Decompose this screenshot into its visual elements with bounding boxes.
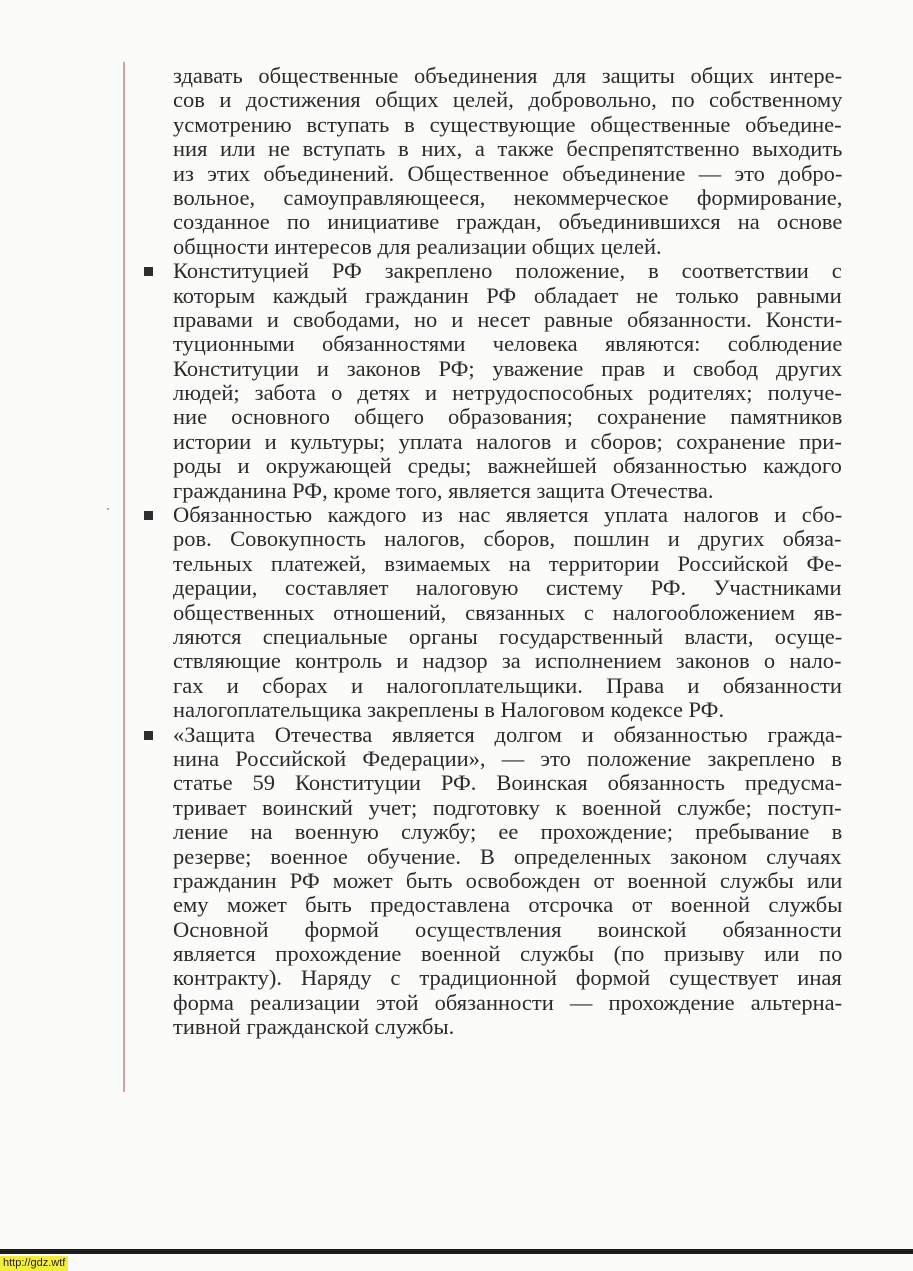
line-text: туционными обязанностями человека являются: соблюдение bbox=[173, 331, 843, 357]
text-line bbox=[142, 918, 842, 942]
text-line bbox=[142, 308, 842, 332]
text-line bbox=[142, 625, 842, 649]
line-text: ление на военную службу; ее прохождение; пребывание в bbox=[173, 819, 843, 845]
line-text: «Защита Отечества является долгом и обязанностью гражда- bbox=[173, 721, 843, 747]
line-text: резерве; военное обучение. В определенных законом случаях bbox=[173, 843, 842, 869]
text-line bbox=[142, 454, 842, 478]
line-text: форма реализации этой обязанности — прохождение альтерна- bbox=[173, 989, 843, 1015]
text-line bbox=[142, 88, 842, 112]
line-text: из этих объединений. Общественное объединение — это добро- bbox=[173, 160, 843, 186]
line-text: нина Российской Федерации», — это положение закреплено в bbox=[173, 745, 842, 771]
bullet-square-icon bbox=[144, 511, 153, 520]
line-text: созданное по инициативе граждан, объединившихся на основе bbox=[173, 209, 843, 235]
line-text: Конституцией РФ закреплено положение, в соответствии с bbox=[173, 258, 842, 284]
line-text: гражданин РФ может быть освобожден от военной службы или bbox=[173, 867, 843, 893]
line-text: налогоплательщика закреплены в Налоговом кодексе РФ. bbox=[173, 697, 725, 723]
text-line bbox=[142, 820, 842, 844]
line-text: общности интересов для реализации общих целей. bbox=[173, 233, 662, 259]
text-line bbox=[142, 357, 842, 381]
line-text: которым каждый гражданин РФ обладает не только равными bbox=[173, 282, 842, 308]
line-text: дерации, составляет налоговую систему РФ. Участниками bbox=[173, 575, 842, 601]
paragraph bbox=[142, 64, 842, 259]
line-text: людей; забота о детях и нетрудоспособных родителях; получе- bbox=[173, 380, 842, 406]
line-text: гах и сборах и налогоплательщики. Права и обязанности bbox=[173, 672, 842, 698]
line-text: истории и культуры; уплата налогов и сборов; сохранение при- bbox=[173, 428, 842, 454]
text-line bbox=[142, 527, 842, 551]
paragraph bbox=[142, 259, 842, 503]
text-line bbox=[142, 162, 842, 186]
text-line bbox=[142, 64, 842, 88]
text-line bbox=[142, 113, 842, 137]
text-line bbox=[142, 552, 842, 576]
text-line bbox=[142, 869, 842, 893]
text-line bbox=[142, 649, 842, 673]
text-line bbox=[142, 601, 842, 625]
line-text: ему может быть предоставлена отсрочка от военной службы bbox=[173, 892, 843, 918]
text-line bbox=[142, 771, 842, 795]
line-text: тривает воинский учет; подготовку к военной службе; поступ- bbox=[173, 794, 842, 820]
line-text: усмотрению вступать в существующие общественные объедине- bbox=[173, 111, 842, 137]
text-line bbox=[142, 1015, 842, 1039]
line-text: вольное, самоуправляющееся, некоммерческое формирование, bbox=[173, 184, 843, 210]
text-line bbox=[142, 966, 842, 990]
paragraph bbox=[142, 723, 842, 1040]
text-line bbox=[142, 503, 842, 527]
line-text: Обязанностью каждого из нас является уплата налогов и сбо- bbox=[173, 502, 843, 528]
text-line bbox=[142, 137, 842, 161]
line-text: здавать общественные объединения для защиты общих интере- bbox=[173, 63, 843, 88]
text-line bbox=[142, 284, 842, 308]
scan-speck bbox=[107, 508, 109, 510]
text-line bbox=[142, 942, 842, 966]
line-text: ние основного общего образования; сохранение памятников bbox=[173, 404, 843, 430]
line-text: общественных отношений, связанных с налогообложением яв- bbox=[173, 599, 843, 625]
text-line bbox=[142, 381, 842, 405]
line-text: ния или не вступать в них, а также беспрепятственно выходить bbox=[173, 136, 843, 162]
line-text: ров. Совокупность налогов, сборов, пошлин и других обяза- bbox=[173, 526, 842, 552]
line-text: ствляющие контроль и надзор за исполнением законов о нало- bbox=[173, 648, 842, 674]
page-text bbox=[142, 64, 842, 1040]
text-line bbox=[142, 698, 842, 722]
watermark-link[interactable]: http://gdz.wtf bbox=[0, 1256, 68, 1271]
paragraph bbox=[142, 503, 842, 723]
text-line bbox=[142, 210, 842, 234]
text-line bbox=[142, 430, 842, 454]
text-line bbox=[142, 893, 842, 917]
line-text: контракту). Наряду с традиционной формой существует иная bbox=[173, 965, 842, 991]
text-line bbox=[142, 405, 842, 429]
text-line bbox=[142, 576, 842, 600]
text-line bbox=[142, 186, 842, 210]
bullet-square-icon bbox=[144, 731, 153, 740]
line-text: тивной гражданской службы. bbox=[173, 1014, 455, 1040]
text-line bbox=[142, 332, 842, 356]
line-text: тельных платежей, взимаемых на территории Российской Фе- bbox=[173, 550, 842, 576]
text-line bbox=[142, 796, 842, 820]
text-line bbox=[142, 235, 842, 259]
line-text: сов и достижения общих целей, добровольно, по собственному bbox=[173, 87, 843, 113]
text-line bbox=[142, 991, 842, 1015]
text-line bbox=[142, 845, 842, 869]
line-text: правами и свободами, но и несет равные обязанности. Консти- bbox=[173, 306, 843, 332]
text-line bbox=[142, 259, 842, 283]
page-bottom-bar bbox=[0, 1249, 913, 1254]
line-text: является прохождение военной службы (по призыву или по bbox=[173, 941, 843, 967]
line-text: Конституции и законов РФ; уважение прав и свобод других bbox=[173, 355, 843, 381]
line-text: Основной формой осуществления воинской обязанности bbox=[173, 916, 842, 942]
text-line bbox=[142, 747, 842, 771]
margin-rule bbox=[123, 62, 125, 1092]
line-text: статье 59 Конституции РФ. Воинская обязанность предусма- bbox=[173, 770, 843, 796]
text-line bbox=[142, 723, 842, 747]
line-text: ляются специальные органы государственный власти, осуще- bbox=[173, 623, 843, 649]
line-text: гражданина РФ, кроме того, является защита Отечества. bbox=[173, 477, 714, 503]
text-line bbox=[142, 674, 842, 698]
text-line bbox=[142, 479, 842, 503]
line-text: роды и окружающей среды; важнейшей обязанностью каждого bbox=[173, 453, 842, 479]
bullet-square-icon bbox=[144, 267, 153, 276]
